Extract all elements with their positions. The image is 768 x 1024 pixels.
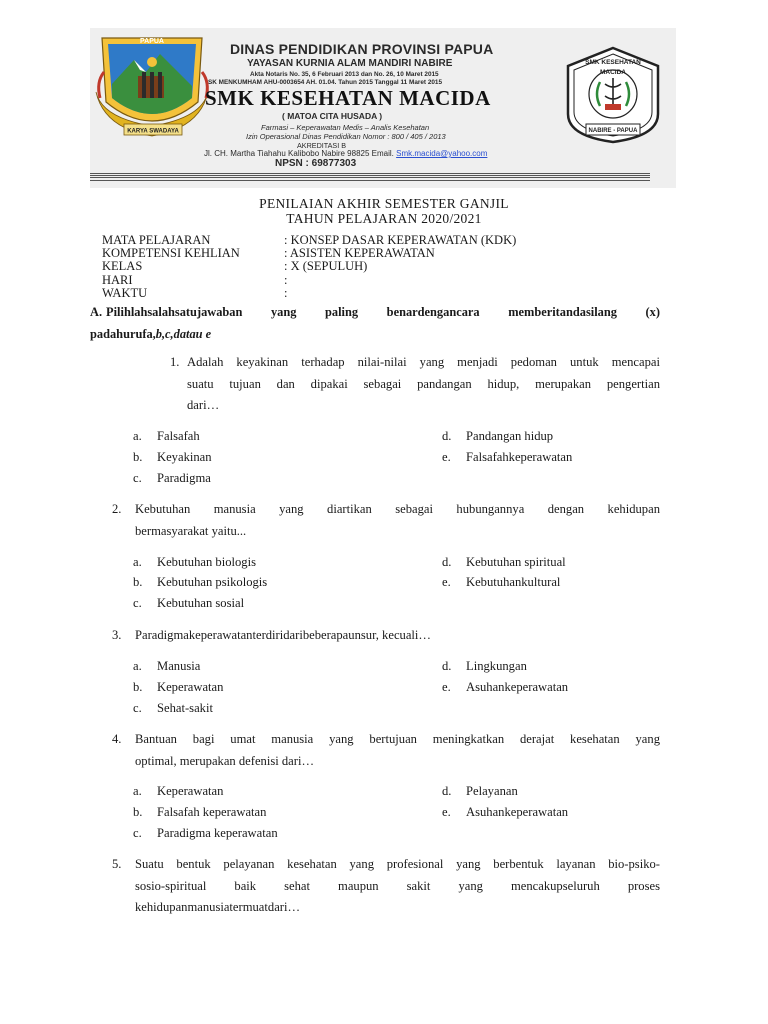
question-text-line: Paradigmakeperawatanterdiridaribeberapaunsur, kecuali… — [135, 628, 432, 642]
option-text: Pandangan hidup — [466, 429, 554, 443]
section-instruction-text: Pilihlahsalahsatujawaban yang paling benardengancara memberitandasilang (x) — [106, 305, 660, 319]
section-instruction-line — [90, 302, 660, 324]
section-letter: A. — [90, 305, 103, 319]
option-text: Kebutuhankultural — [466, 575, 561, 589]
question-text — [135, 625, 660, 647]
option-text: Falsafah — [157, 429, 200, 443]
option-letter: e. — [442, 575, 451, 589]
question-text — [135, 499, 660, 542]
info-value: : X (SEPULUH) — [284, 259, 368, 274]
option-letter: b. — [133, 450, 143, 464]
option-letter: d. — [442, 659, 452, 673]
option-letter: b. — [133, 680, 143, 694]
option-letter: d. — [442, 429, 452, 443]
option-letter: a. — [133, 555, 142, 569]
akta-notaris-text: Akta Notaris No. 35, 6 Februari 2013 dan No. 26, 10 Maret 2015 — [250, 71, 439, 78]
question-text-line: optimal, merupakan defenisi dari… — [135, 753, 315, 768]
option-text: Keperawatan — [157, 680, 224, 694]
option-text: Keperawatan — [157, 784, 224, 798]
papua-emblem-logo — [94, 32, 212, 140]
option-letter: a. — [133, 784, 142, 798]
option-letter: d. — [442, 555, 452, 569]
option-letter: c. — [133, 471, 142, 485]
option-text: Kebutuhan psikologis — [157, 575, 268, 589]
sk-menkumham-text: SK MENKUMHAM AHU-0003654 AH. 01.04. Tahun 2015 Tanggal 11 Maret 2015 — [208, 79, 443, 86]
akreditasi-text: AKREDITASI B — [297, 141, 346, 150]
izin-operasional-text: Izin Operasional Dinas Pendidikan Nomor : 800 / 405 / 2013 — [246, 132, 446, 141]
school-name: SMK KESEHATAN MACIDA — [205, 86, 491, 110]
academic-year-title: TAHUN PELAJARAN 2020/2021 — [286, 211, 482, 226]
info-value: : KONSEP DASAR KEPERAWATAN (KDK) — [284, 233, 517, 247]
option-text: Asuhankeperawatan — [466, 805, 569, 819]
option-text: Paradigma — [157, 471, 211, 485]
section-instruction-line — [90, 324, 660, 346]
option-letter: c. — [133, 701, 142, 715]
option-text: Keyakinan — [157, 450, 212, 464]
logo-right-bottom-text: NABIRE - PAPUA — [588, 128, 638, 134]
option-letter: c. — [133, 596, 142, 610]
question-text-line: Kebutuhan manusia yang diartikan sebagai hubungannya dengan kehidupan — [135, 502, 660, 516]
letterhead-divider-double — [90, 177, 650, 181]
question-text-line: dari… — [187, 398, 220, 412]
option-letter: c. — [133, 826, 142, 840]
letterhead-divider-thin — [90, 173, 650, 176]
question-text-line: kehidupanmanusiatermuatdari… — [135, 900, 301, 914]
option-text: Falsafahkeperawatan — [466, 450, 573, 464]
option-letter: e. — [442, 805, 451, 819]
programs-text: Farmasi – Keperawatan Medis – Analis Kesehatan — [261, 123, 430, 132]
question-text — [187, 352, 660, 417]
section-instruction-text: padahurufa, — [90, 326, 156, 341]
logo-left-bottom-text: KARYA SWADAYA — [127, 128, 179, 135]
info-label: WAKTU — [102, 285, 148, 300]
option-letter: a. — [133, 429, 142, 443]
logo-right-top-text: SMK KESEHATAN — [585, 59, 641, 66]
logo-right-mid-text: MACIDA — [600, 69, 626, 76]
exam-title: PENILAIAN AKHIR SEMESTER GANJIL — [259, 196, 509, 211]
letterhead — [90, 28, 676, 188]
option-text: Kebutuhan biologis — [157, 555, 256, 569]
option-letter: e. — [442, 450, 451, 464]
info-label: KELAS — [102, 259, 143, 274]
npsn-text: NPSN : 69877303 — [275, 158, 357, 169]
info-label: MATA PELAJARAN — [102, 233, 211, 247]
option-text: Paradigma keperawatan — [157, 826, 278, 840]
option-letter: b. — [133, 805, 143, 819]
section-a-instructions — [90, 302, 660, 345]
option-letter: d. — [442, 784, 452, 798]
question-text-line: Adalah keyakinan terhadap nilai-nilai yang menjadi pedoman untuk mencapai — [187, 355, 660, 369]
question-text — [135, 854, 660, 919]
logo-left-top-text: PAPUA — [140, 38, 164, 45]
dinas-heading: DINAS PENDIDIKAN PROVINSI PAPUA — [230, 41, 494, 57]
question-number: 1. — [170, 355, 180, 369]
info-value: : ASISTEN KEPERAWATAN — [284, 246, 435, 261]
option-text: Falsafah keperawatan — [157, 805, 267, 819]
smk-macida-badge-logo — [560, 44, 666, 146]
info-value: : — [284, 285, 288, 300]
question-text-line: Suatu bentuk pelayanan kesehatan yang profesional yang berbentuk layanan bio-psiko- — [135, 857, 660, 871]
question-text — [135, 729, 660, 772]
option-letter: b. — [133, 575, 143, 589]
option-letter: a. — [133, 659, 142, 673]
option-text: Kebutuhan spiritual — [466, 555, 566, 569]
question-number: 5. — [112, 857, 122, 871]
school-motto: ( MATOA CITA HUSADA ) — [282, 111, 383, 121]
option-text: Lingkungan — [466, 659, 527, 673]
option-text: Sehat-sakit — [157, 701, 213, 715]
question-3 — [112, 625, 660, 647]
question-text-line: sosio-spiritual baik sehat maupun sakit yang mencakupseluruh proses — [135, 878, 660, 893]
info-label: KOMPETENSI KEHLIAN — [102, 246, 240, 261]
question-1 — [170, 352, 660, 418]
question-number: 2. — [112, 502, 122, 516]
option-text: Asuhankeperawatan — [466, 680, 569, 694]
info-value: : — [284, 272, 288, 287]
section-instruction-italic: b,c,datau e — [155, 326, 212, 341]
question-text-line: bermasyarakat yaitu... — [135, 523, 247, 538]
info-label: HARI — [102, 272, 133, 287]
yayasan-heading: YAYASAN KURNIA ALAM MANDIRI NABIRE — [247, 58, 453, 69]
option-text: Manusia — [157, 659, 201, 673]
question-text-line: Bantuan bagi umat manusia yang bertujuan meningkatkan derajat kesehatan yang — [135, 732, 660, 746]
question-2 — [112, 499, 660, 543]
email-link[interactable]: Smk.macida@yahoo.com — [396, 149, 488, 158]
option-text: Kebutuhan sosial — [157, 596, 245, 610]
address-text: Jl. CH. Martha Tiahahu Kalibobo Nabire 98825 Email. — [204, 149, 394, 158]
question-5 — [112, 854, 660, 920]
question-4 — [112, 729, 660, 773]
option-text: Pelayanan — [466, 784, 518, 798]
question-text-line: suatu tujuan dan dipakai sebagai pandangan hidup, merupakan pengertian — [187, 376, 660, 391]
address-line — [204, 149, 487, 158]
option-letter: e. — [442, 680, 451, 694]
question-number: 4. — [112, 732, 122, 746]
question-number: 3. — [112, 628, 122, 642]
